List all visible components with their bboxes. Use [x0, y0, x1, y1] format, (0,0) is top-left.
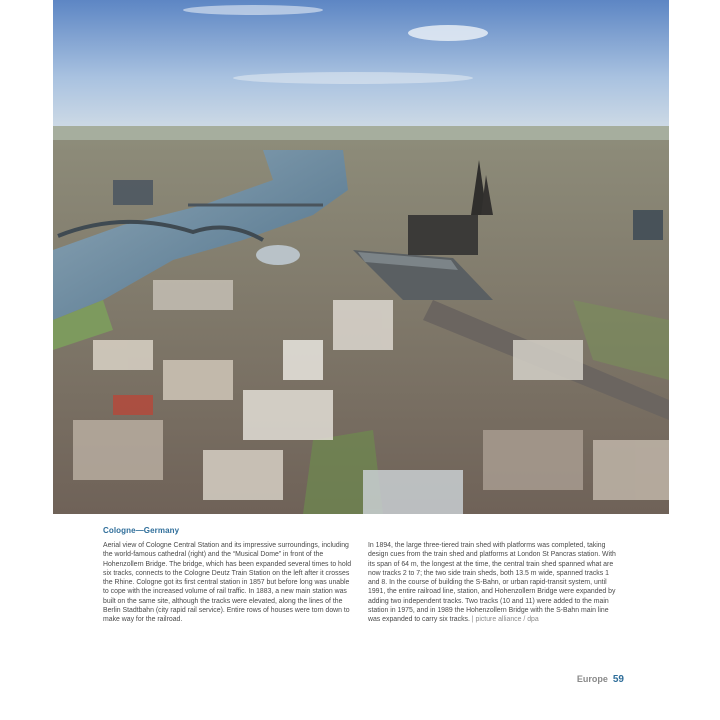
caption-text-right [368, 541, 620, 625]
caption-column-left [103, 541, 355, 625]
aerial-photo-cologne [53, 0, 669, 514]
caption-text-right-body: In 1894, the large three-tiered train shed with platforms was completed, taking design cues from the train shed and platforms at London St Pancras station. With its span of 64 m, the longest at the time, the central train shed spanned what are now tracks 2 to 7; the two side train sheds, both 13.5 m wide, spanned tracks 1 and 8. In the course of building the S-Bahn, or urban rapid-transit system, until 1991, the entire railroad line, station, and Hohenzollern Bridge were expanded by adding two independent tracks. Two tracks (10 and 11) were added to the main station in 1975, and in 1989 the Hohenzollern Bridge with the S-Bahn main line was expanded to carry six tracks. [368, 542, 616, 624]
page-number: 59 [612, 674, 624, 685]
caption-column-right [368, 541, 620, 625]
caption-title: Cologne—Germany [103, 526, 180, 535]
caption-text-left: Aerial view of Cologne Central Station and its impressive surroundings, including the world-famous cathedral (right) and the “Musical Dome” in front of the Hohenzollern Bridge. The bridge, which has been expanded several times to hold six tracks, connects to the Cologne Deutz Train Station on the left after it crosses the Rhine. Cologne got its first central station in 1857 but before long was unable to cope with the increased volume of rail traffic. In 1883, a new main station was built on the same site, although the tracks were elevated, along the lines of the Berlin Stadtbahn (city rapid rail service). Entire rows of houses were torn down to make way for the railroad. [103, 542, 352, 624]
page-footer [577, 674, 624, 685]
photo-credit: | picture alliance / dpa [471, 616, 539, 624]
section-name: Europe [576, 674, 608, 684]
